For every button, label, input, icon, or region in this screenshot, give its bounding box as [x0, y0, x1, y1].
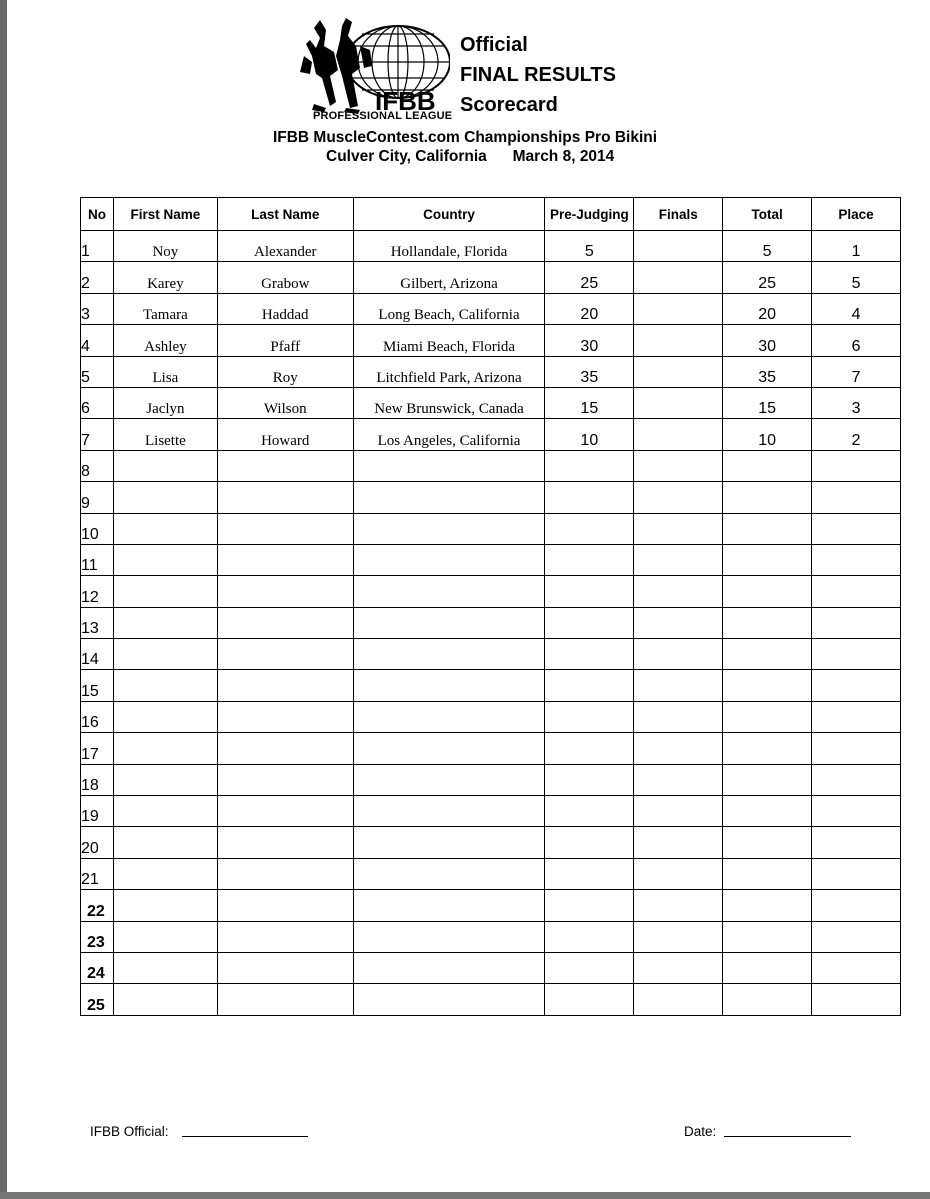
cell-last-name: Alexander: [217, 231, 353, 262]
cell-total: [723, 796, 812, 827]
table-row: [81, 450, 901, 481]
cell-pre-judging: [545, 984, 634, 1015]
cell-pre-judging: [545, 607, 634, 638]
cell-finals: [634, 733, 723, 764]
cell-last-name: [217, 513, 353, 544]
cell-country: New Brunswick, Canada: [353, 387, 545, 418]
cell-no: 9: [81, 482, 114, 513]
results-table: [80, 197, 901, 1016]
cell-total: [723, 576, 812, 607]
cell-finals: [634, 387, 723, 418]
cell-pre-judging: [545, 639, 634, 670]
cell-place: [812, 450, 901, 481]
cell-place: [812, 827, 901, 858]
cell-finals: [634, 419, 723, 450]
table-row: [81, 827, 901, 858]
table-row: [81, 387, 901, 418]
cell-country: Hollandale, Florida: [353, 231, 545, 262]
cell-country: [353, 513, 545, 544]
cell-no: 1: [81, 231, 114, 262]
cell-finals: [634, 607, 723, 638]
ifbb-wordmark: IFBB: [375, 86, 436, 116]
cell-no: 21: [81, 858, 114, 889]
cell-last-name: [217, 450, 353, 481]
table-row: [81, 858, 901, 889]
cell-place: [812, 639, 901, 670]
official-signature-line[interactable]: [182, 1136, 308, 1137]
cell-last-name: [217, 827, 353, 858]
cell-country: [353, 890, 545, 921]
cell-total: [723, 544, 812, 575]
cell-no: 7: [81, 419, 114, 450]
cell-pre-judging: [545, 576, 634, 607]
cell-no: 6: [81, 387, 114, 418]
cell-place: [812, 764, 901, 795]
cell-first-name: [113, 952, 217, 983]
cell-total: [723, 827, 812, 858]
cell-no: 12: [81, 576, 114, 607]
cell-no: 22: [81, 890, 114, 921]
cell-place: [812, 607, 901, 638]
cell-finals: [634, 293, 723, 324]
title-line-3: Scorecard: [460, 94, 558, 116]
table-row: [81, 482, 901, 513]
cell-first-name: Noy: [113, 231, 217, 262]
cell-country: [353, 544, 545, 575]
cell-place: [812, 890, 901, 921]
cell-total: 30: [723, 325, 812, 356]
cell-last-name: Roy: [217, 356, 353, 387]
cell-no: 17: [81, 733, 114, 764]
cell-no: 18: [81, 764, 114, 795]
cell-pre-judging: 15: [545, 387, 634, 418]
cell-total: 15: [723, 387, 812, 418]
cell-total: 25: [723, 262, 812, 293]
cell-finals: [634, 858, 723, 889]
cell-country: [353, 733, 545, 764]
cell-country: [353, 639, 545, 670]
table-body: [81, 231, 901, 1016]
cell-finals: [634, 639, 723, 670]
date-label: Date:: [684, 1124, 717, 1139]
official-label: IFBB Official:: [90, 1124, 169, 1139]
cell-pre-judging: [545, 827, 634, 858]
cell-last-name: [217, 984, 353, 1015]
cell-place: [812, 796, 901, 827]
header-country: Country: [353, 198, 545, 231]
cell-last-name: [217, 764, 353, 795]
cell-place: [812, 670, 901, 701]
cell-total: 35: [723, 356, 812, 387]
event-date: March 8, 2014: [512, 148, 615, 165]
cell-pre-judging: [545, 858, 634, 889]
cell-no: 11: [81, 544, 114, 575]
cell-first-name: [113, 984, 217, 1015]
cell-first-name: [113, 858, 217, 889]
cell-last-name: Haddad: [217, 293, 353, 324]
table-row: [81, 356, 901, 387]
cell-last-name: [217, 576, 353, 607]
cell-first-name: [113, 701, 217, 732]
cell-no: 10: [81, 513, 114, 544]
cell-first-name: [113, 733, 217, 764]
cell-country: [353, 450, 545, 481]
cell-pre-judging: [545, 513, 634, 544]
cell-country: [353, 701, 545, 732]
cell-first-name: [113, 796, 217, 827]
cell-last-name: [217, 544, 353, 575]
cell-finals: [634, 890, 723, 921]
cell-first-name: [113, 921, 217, 952]
cell-country: [353, 764, 545, 795]
cell-finals: [634, 921, 723, 952]
cell-pre-judging: [545, 921, 634, 952]
cell-pre-judging: [545, 544, 634, 575]
cell-first-name: [113, 576, 217, 607]
table-row: [81, 419, 901, 450]
cell-total: [723, 858, 812, 889]
cell-finals: [634, 984, 723, 1015]
cell-pre-judging: [545, 733, 634, 764]
cell-finals: [634, 262, 723, 293]
cell-pre-judging: 20: [545, 293, 634, 324]
table-row: [81, 733, 901, 764]
cell-last-name: [217, 607, 353, 638]
cell-place: [812, 544, 901, 575]
table-row: [81, 262, 901, 293]
cell-place: [812, 921, 901, 952]
cell-pre-judging: [545, 890, 634, 921]
table-row: [81, 952, 901, 983]
cell-place: [812, 952, 901, 983]
cell-pre-judging: [545, 482, 634, 513]
cell-total: [723, 482, 812, 513]
cell-total: [723, 890, 812, 921]
cell-country: [353, 984, 545, 1015]
cell-place: 3: [812, 387, 901, 418]
cell-finals: [634, 513, 723, 544]
cell-total: [723, 733, 812, 764]
cell-first-name: [113, 670, 217, 701]
cell-place: [812, 733, 901, 764]
cell-place: [812, 984, 901, 1015]
cell-finals: [634, 952, 723, 983]
cell-last-name: [217, 952, 353, 983]
cell-first-name: [113, 450, 217, 481]
table-row: [81, 607, 901, 638]
cell-first-name: [113, 482, 217, 513]
table-row: [81, 231, 901, 262]
cell-last-name: [217, 482, 353, 513]
cell-last-name: [217, 639, 353, 670]
cell-place: [812, 482, 901, 513]
table-row: [81, 921, 901, 952]
cell-first-name: [113, 513, 217, 544]
cell-first-name: [113, 544, 217, 575]
header-no: No: [81, 198, 114, 231]
table-row: [81, 984, 901, 1015]
event-location: Culver City, California: [326, 148, 487, 165]
cell-country: Los Angeles, California: [353, 419, 545, 450]
cell-country: [353, 827, 545, 858]
cell-no: 13: [81, 607, 114, 638]
cell-first-name: [113, 639, 217, 670]
cell-place: [812, 576, 901, 607]
table-row: [81, 293, 901, 324]
header-last-name: Last Name: [217, 198, 353, 231]
cell-last-name: [217, 890, 353, 921]
date-signature-line[interactable]: [724, 1136, 851, 1137]
title-line-1: Official: [460, 34, 528, 56]
cell-country: [353, 482, 545, 513]
cell-last-name: [217, 921, 353, 952]
cell-last-name: Pfaff: [217, 325, 353, 356]
page-shadow: [0, 1192, 930, 1199]
cell-last-name: [217, 701, 353, 732]
cell-pre-judging: 25: [545, 262, 634, 293]
cell-pre-judging: [545, 764, 634, 795]
cell-pre-judging: [545, 952, 634, 983]
cell-no: 24: [81, 952, 114, 983]
cell-pre-judging: 35: [545, 356, 634, 387]
cell-place: 2: [812, 419, 901, 450]
cell-total: 5: [723, 231, 812, 262]
cell-place: [812, 701, 901, 732]
cell-last-name: Grabow: [217, 262, 353, 293]
cell-total: [723, 984, 812, 1015]
table-row: [81, 890, 901, 921]
cell-no: 3: [81, 293, 114, 324]
cell-no: 5: [81, 356, 114, 387]
cell-no: 16: [81, 701, 114, 732]
cell-first-name: Ashley: [113, 325, 217, 356]
cell-last-name: [217, 670, 353, 701]
table-row: [81, 764, 901, 795]
table-header-row: [81, 198, 901, 231]
cell-finals: [634, 482, 723, 513]
header-place: Place: [812, 198, 901, 231]
cell-total: [723, 513, 812, 544]
cell-country: [353, 921, 545, 952]
table-row: [81, 513, 901, 544]
cell-no: 25: [81, 984, 114, 1015]
cell-finals: [634, 670, 723, 701]
title-line-2: FINAL RESULTS: [460, 64, 616, 86]
cell-total: [723, 670, 812, 701]
cell-place: 4: [812, 293, 901, 324]
cell-pre-judging: 10: [545, 419, 634, 450]
cell-country: [353, 670, 545, 701]
table-row: [81, 544, 901, 575]
cell-no: 14: [81, 639, 114, 670]
cell-country: Litchfield Park, Arizona: [353, 356, 545, 387]
cell-finals: [634, 231, 723, 262]
header-finals: Finals: [634, 198, 723, 231]
cell-last-name: [217, 858, 353, 889]
table-row: [81, 670, 901, 701]
cell-pre-judging: 5: [545, 231, 634, 262]
header-first-name: First Name: [113, 198, 217, 231]
cell-finals: [634, 701, 723, 732]
cell-no: 4: [81, 325, 114, 356]
cell-place: 7: [812, 356, 901, 387]
event-name: IFBB MuscleContest.com Championships Pro Bikini: [272, 129, 658, 146]
cell-country: Gilbert, Arizona: [353, 262, 545, 293]
cell-country: [353, 858, 545, 889]
cell-finals: [634, 356, 723, 387]
table-row: [81, 576, 901, 607]
cell-total: [723, 607, 812, 638]
scorecard-title: [460, 30, 616, 120]
cell-finals: [634, 796, 723, 827]
cell-no: 2: [81, 262, 114, 293]
cell-first-name: Lisa: [113, 356, 217, 387]
cell-pre-judging: 30: [545, 325, 634, 356]
event-location-date: [326, 148, 614, 166]
cell-country: [353, 796, 545, 827]
cell-pre-judging: [545, 670, 634, 701]
cell-last-name: [217, 733, 353, 764]
cell-country: Miami Beach, Florida: [353, 325, 545, 356]
cell-finals: [634, 764, 723, 795]
cell-country: [353, 576, 545, 607]
cell-no: 15: [81, 670, 114, 701]
cell-country: [353, 607, 545, 638]
cell-finals: [634, 325, 723, 356]
cell-no: 8: [81, 450, 114, 481]
cell-place: [812, 858, 901, 889]
cell-no: 19: [81, 796, 114, 827]
cell-first-name: Tamara: [113, 293, 217, 324]
cell-first-name: [113, 890, 217, 921]
cell-place: 5: [812, 262, 901, 293]
cell-pre-judging: [545, 701, 634, 732]
cell-no: 23: [81, 921, 114, 952]
cell-first-name: Karey: [113, 262, 217, 293]
cell-last-name: Wilson: [217, 387, 353, 418]
professional-league-label: PROFESSIONAL LEAGUE: [313, 110, 453, 122]
table-row: [81, 325, 901, 356]
cell-total: [723, 764, 812, 795]
table-row: [81, 701, 901, 732]
cell-first-name: [113, 764, 217, 795]
cell-total: [723, 701, 812, 732]
cell-place: [812, 513, 901, 544]
cell-finals: [634, 827, 723, 858]
cell-total: [723, 921, 812, 952]
cell-finals: [634, 544, 723, 575]
cell-place: 1: [812, 231, 901, 262]
cell-place: 6: [812, 325, 901, 356]
cell-first-name: Jaclyn: [113, 387, 217, 418]
table-row: [81, 796, 901, 827]
cell-last-name: [217, 796, 353, 827]
cell-first-name: [113, 827, 217, 858]
cell-country: Long Beach, California: [353, 293, 545, 324]
cell-finals: [634, 450, 723, 481]
header-pre-judging: Pre-Judging: [545, 198, 634, 231]
table-row: [81, 639, 901, 670]
cell-finals: [634, 576, 723, 607]
cell-total: [723, 450, 812, 481]
header-total: Total: [723, 198, 812, 231]
cell-total: 10: [723, 419, 812, 450]
cell-first-name: [113, 607, 217, 638]
cell-total: [723, 952, 812, 983]
cell-pre-judging: [545, 450, 634, 481]
cell-no: 20: [81, 827, 114, 858]
cell-pre-judging: [545, 796, 634, 827]
cell-first-name: Lisette: [113, 419, 217, 450]
cell-country: [353, 952, 545, 983]
cell-total: 20: [723, 293, 812, 324]
cell-total: [723, 639, 812, 670]
cell-last-name: Howard: [217, 419, 353, 450]
